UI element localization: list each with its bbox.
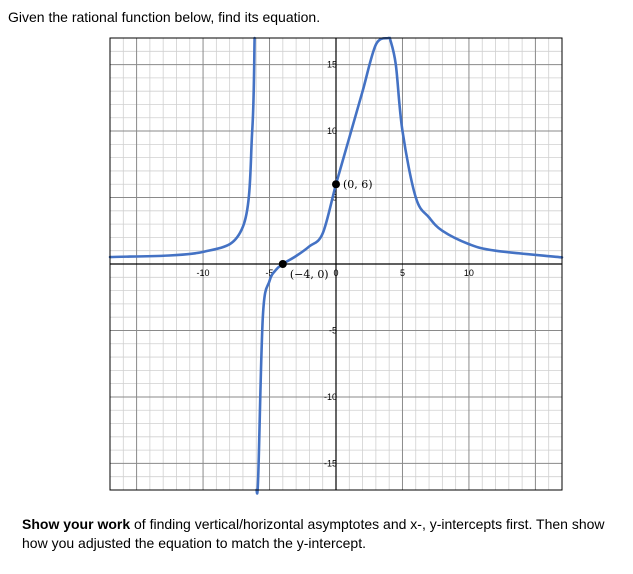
- y-tick-label: -5: [328, 325, 337, 336]
- x-tick-label: 5: [399, 268, 405, 278]
- question-text: Given the rational function below, find its equation.: [8, 9, 321, 25]
- point-marker: [332, 180, 340, 188]
- point-label: (−4, 0): [289, 268, 329, 281]
- labeled-points: [279, 178, 373, 281]
- point-marker: [279, 260, 287, 268]
- instructions-rest: of finding vertical/horizontal asymptotes and x-, y-intercepts first. Then show how you adjusted the equation to match the y-intercept.: [22, 516, 605, 551]
- y-tick-label: 15: [326, 59, 337, 70]
- point-label: (0, 6): [343, 178, 373, 192]
- instructions-text: [22, 515, 627, 553]
- x-tick-label: -5: [265, 268, 274, 278]
- instructions-bold: Show your work: [22, 516, 131, 532]
- x-tick-label: -10: [196, 268, 210, 278]
- x-tick-label: 10: [463, 268, 474, 278]
- y-tick-label: -15: [323, 458, 337, 469]
- axes: [110, 38, 562, 490]
- x-tick-label: 0: [333, 268, 339, 278]
- y-tick-label: 10: [326, 126, 337, 137]
- y-tick-label: 5: [331, 192, 337, 203]
- y-tick-label: -10: [323, 391, 337, 402]
